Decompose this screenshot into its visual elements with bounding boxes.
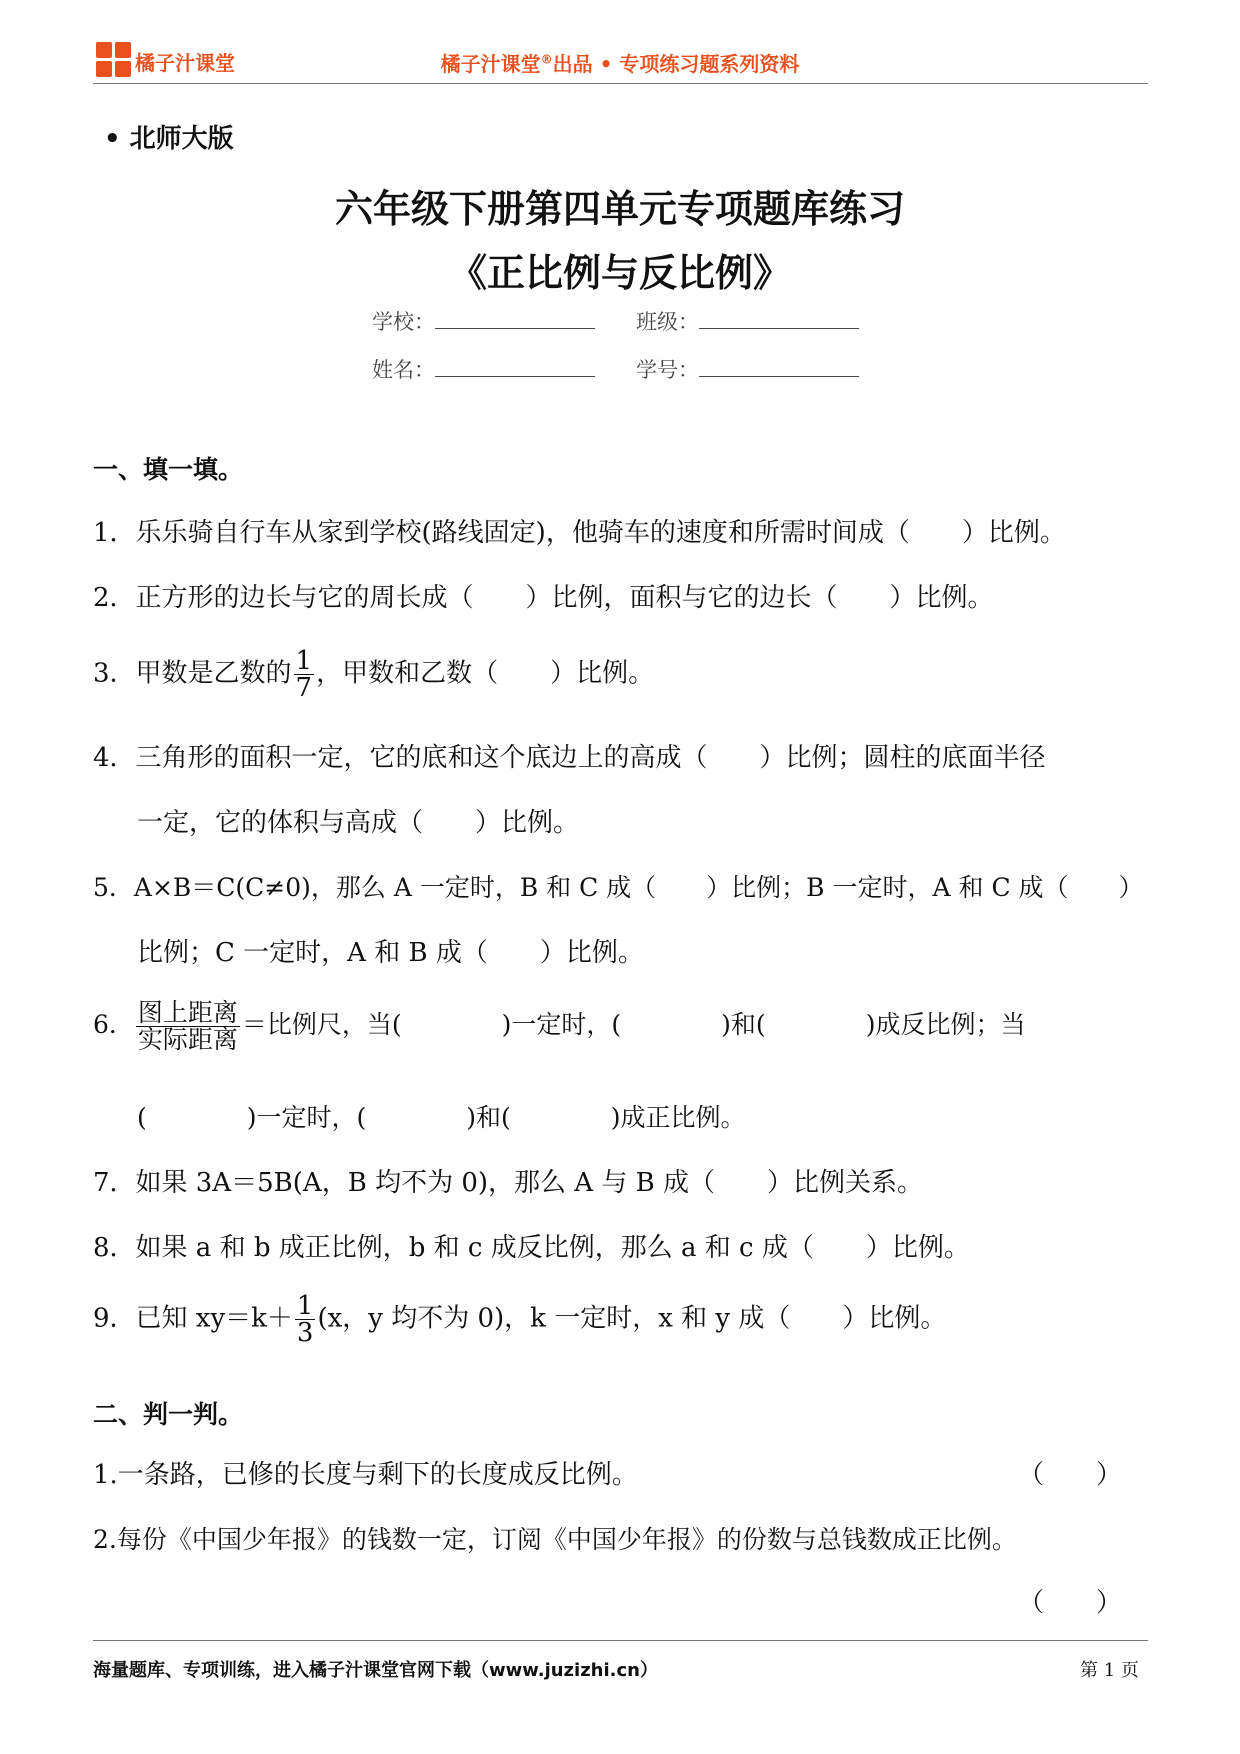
- footer-divider: [93, 1640, 1148, 1641]
- question-8: 8．如果 a 和 b 成正比例，b 和 c 成反比例，那么 a 和 c 成（ ）比例。: [93, 1233, 970, 1263]
- class-field: 班级：: [636, 306, 859, 336]
- question-6-line2: ( )一定时，( )和( )成正比例。: [137, 1103, 746, 1132]
- question-3: 3．甲数是乙数的 $\frac{1}{7}$ ，甲数和乙数（ ）比例。: [93, 646, 655, 703]
- student-number-field: 学号：: [636, 354, 859, 384]
- school-field: 学校：: [372, 306, 595, 336]
- edition-label: • 北师大版: [104, 124, 234, 154]
- footer-text: 海量题库、专项训练，进入橘子汁课堂官网下载（www.juzizhi.cn）: [93, 1660, 658, 1681]
- page-subtitle: 《正比例与反比例》: [448, 251, 791, 295]
- judge-question-1: 1.一条路，已修的长度与剩下的长度成反比例。: [93, 1460, 638, 1490]
- question-6-line1: 6． $\frac{\text{图上距离}}{\text{实际距离}}$ ＝比例尺，当( )一定时，( )和( )成反比例；当: [93, 998, 1026, 1054]
- judge-answer-paren-2: （ ）: [1018, 1588, 1123, 1618]
- question-2: 2．正方形的边长与它的周长成（ ）比例，面积与它的边长（ ）比例。: [93, 583, 994, 613]
- question-1: 1．乐乐骑自行车从家到学校(路线固定)，他骑车的速度和所需时间成（ ）比例。: [93, 518, 1066, 548]
- section-heading-judge: 二、判一判。: [93, 1400, 244, 1429]
- judge-question-2: 2.每份《中国少年报》的钱数一定，订阅《中国少年报》的份数与总钱数成正比例。: [93, 1525, 1017, 1554]
- question-5-line1: 5．A×B＝C(C≠0)，那么 A 一定时，B 和 C 成（ ）比例；B 一定时，A 和 C 成（ ）: [93, 873, 1144, 902]
- fraction-one-seventh: $\frac{1}{7}$: [295, 646, 313, 703]
- question-4-line2: 一定，它的体积与高成（ ）比例。: [137, 808, 580, 838]
- question-4-line1: 4．三角形的面积一定，它的底和这个底边上的高成（ ）比例；圆柱的底面半径: [93, 743, 1046, 773]
- page-title: 六年级下册第四单元专项题库练习: [334, 187, 905, 231]
- brand-logo-text: 橘子汁课堂: [135, 51, 235, 75]
- fraction-map-distance: $\frac{\text{图上距离}}{\text{实际距离}}$: [137, 998, 238, 1054]
- page-number: 第 1 页: [1080, 1660, 1139, 1681]
- name-field: 姓名：: [372, 354, 595, 384]
- question-9: 9．已知 xy＝k＋ $\frac{1}{3}$ (x，y 均不为 0)，k 一定时，x 和 y 成（ ）比例。: [93, 1291, 947, 1348]
- judge-answer-paren-1: （ ）: [1018, 1460, 1123, 1490]
- section-heading-fill: 一、填一填。: [93, 455, 244, 484]
- question-7: 7．如果 3A＝5B(A，B 均不为 0)，那么 A 与 B 成（ ）比例关系。: [93, 1168, 923, 1198]
- question-5-line2: 比例；C 一定时，A 和 B 成（ ）比例。: [137, 938, 644, 968]
- header-divider: [93, 83, 1148, 84]
- fraction-one-third: $\frac{1}{3}$: [296, 1291, 314, 1348]
- header-title: 橘子汁课堂®出品 • 专项练习题系列资料: [440, 52, 800, 76]
